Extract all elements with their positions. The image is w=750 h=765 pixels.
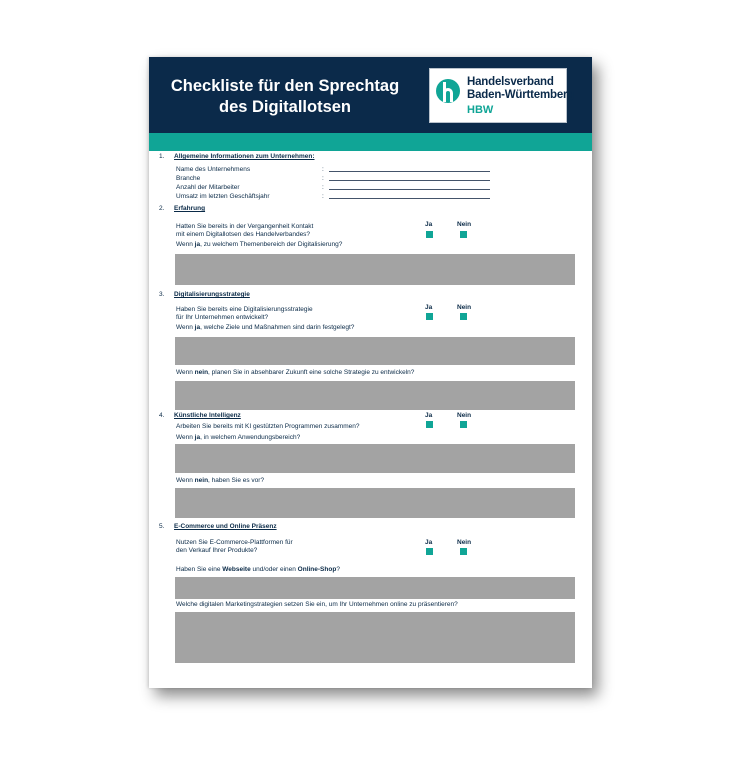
section-number: 5. <box>159 523 165 530</box>
no-checkbox[interactable] <box>460 231 467 238</box>
answer-box-ai-no[interactable] <box>175 488 575 518</box>
employees-field[interactable] <box>329 189 490 190</box>
hbw-logo-icon <box>436 79 460 103</box>
header-banner <box>149 57 592 133</box>
field-label-industry: Branche <box>176 175 201 182</box>
yes-checkbox[interactable] <box>426 231 433 238</box>
no-checkbox[interactable] <box>460 313 467 320</box>
yes-checkbox[interactable] <box>426 313 433 320</box>
field-label-employees: Anzahl der Mitarbeiter <box>176 184 240 191</box>
answer-box-website[interactable] <box>175 577 575 599</box>
no-label: Nein <box>457 539 472 546</box>
answer-box-ai-yes[interactable] <box>175 444 575 473</box>
followup-text: Wenn nein, haben Sie es vor? <box>176 477 265 484</box>
question-text: für Ihr Unternehmen entwickelt? <box>176 314 269 321</box>
industry-field[interactable] <box>329 180 490 181</box>
no-label: Nein <box>457 304 472 311</box>
followup-text: Haben Sie eine Webseite und/oder einen Online-Shop? <box>176 566 340 573</box>
teal-stripe <box>149 133 592 151</box>
yes-label: Ja <box>425 412 433 419</box>
section-number: 1. <box>159 153 165 160</box>
answer-box-marketing[interactable] <box>175 612 575 663</box>
section-title-ai: Künstliche Intelligenz <box>174 412 241 419</box>
answer-box-strategy-yes[interactable] <box>175 337 575 365</box>
answer-box-strategy-no[interactable] <box>175 381 575 410</box>
yes-label: Ja <box>425 304 433 311</box>
followup-text: Welche digitalen Marketingstrategien setzen Sie ein, um Ihr Unternehmen online zu präsentieren? <box>176 601 458 608</box>
yes-checkbox[interactable] <box>426 548 433 555</box>
field-label-revenue: Umsatz im letzten Geschäftsjahr <box>176 193 270 200</box>
yes-checkbox[interactable] <box>426 421 433 428</box>
followup-text: Wenn ja, welche Ziele und Maßnahmen sind darin festgelegt? <box>176 324 355 331</box>
no-label: Nein <box>457 221 472 228</box>
field-label-company-name: Name des Unternehmens <box>176 166 251 173</box>
checklist-sheet: Checkliste für den Sprechtag des Digitallotsen Handelsverband Baden-Württemberg HBW 1. Allgemeine Informationen zum Unternehmen: Name des Unternehmens : Branche : Anzahl der Mitarbeiter : Umsatz im letzten Geschäftsjahr : 2. Erfahrung Hatten Sie bereits in der Vergangenheit Kontakt mit einem Digitallotsen des Handelverbandes? Ja Nein Wenn ja, zu welchem Themenbereich der Digitalisierung? 3. Digitalisierungsstrategie Haben Sie bereits eine Digitalisierungsstrategie für Ihr Unternehmen entwickelt? Ja Nein Wenn ja, welche Ziele und Maßnahmen sind darin festgelegt? Wenn nein, planen Sie in absehbarer Zukunft eine solche Strategie zu entwickeln? 4. Künstliche Intelligenz Ja Nein Arbeiten Sie bereits mit KI gestützten Programmen zusammen? Wenn ja, in welchem Anwendungsbereich? Wenn nein, haben Sie es vor? 5. E-Commerce und Online Präsenz Nutzen Sie E-Commerce-Plattformen für den Verkauf Ihrer Produkte? Ja Nein Haben Sie eine Webseite und/oder einen Online-Shop? Welche digitalen Marketingstrategien setzen Sie ein, um Ihr Unternehmen online zu präsentieren? <box>149 57 592 688</box>
no-checkbox[interactable] <box>460 421 467 428</box>
answer-box-experience[interactable] <box>175 254 575 285</box>
followup-text: Wenn ja, in welchem Anwendungsbereich? <box>176 434 301 441</box>
company-name-field[interactable] <box>329 171 490 172</box>
revenue-field[interactable] <box>329 198 490 199</box>
question-text: Nutzen Sie E-Commerce-Plattformen für <box>176 539 293 546</box>
question-text: mit einem Digitallotsen des Handelverbandes? <box>176 231 311 238</box>
question-text: Arbeiten Sie bereits mit KI gestützten Programmen zusammen? <box>176 423 360 430</box>
page-title: Checkliste für den Sprechtag des Digitallotsen <box>170 77 400 116</box>
yes-label: Ja <box>425 221 433 228</box>
question-text: den Verkauf Ihrer Produkte? <box>176 547 258 554</box>
no-label: Nein <box>457 412 472 419</box>
no-checkbox[interactable] <box>460 548 467 555</box>
section-number: 3. <box>159 291 165 298</box>
question-text: Hatten Sie bereits in der Vergangenheit Kontakt <box>176 223 314 230</box>
section-title-experience: Erfahrung <box>174 205 206 212</box>
section-number: 4. <box>159 412 165 419</box>
hbw-logo: Handelsverband Baden-Württemberg HBW <box>429 68 567 123</box>
followup-text: Wenn ja, zu welchem Themenbereich der Digitalisierung? <box>176 241 343 248</box>
section-title-ecommerce: E-Commerce und Online Präsenz <box>174 523 277 530</box>
followup-text: Wenn nein, planen Sie in absehbarer Zukunft eine solche Strategie zu entwickeln? <box>176 369 415 376</box>
section-title-general-info: Allgemeine Informationen zum Unternehmen: <box>174 153 315 160</box>
yes-label: Ja <box>425 539 433 546</box>
section-number: 2. <box>159 205 165 212</box>
section-title-digital-strategy: Digitalisierungsstrategie <box>174 291 250 298</box>
question-text: Haben Sie bereits eine Digitalisierungsstrategie <box>176 306 313 313</box>
